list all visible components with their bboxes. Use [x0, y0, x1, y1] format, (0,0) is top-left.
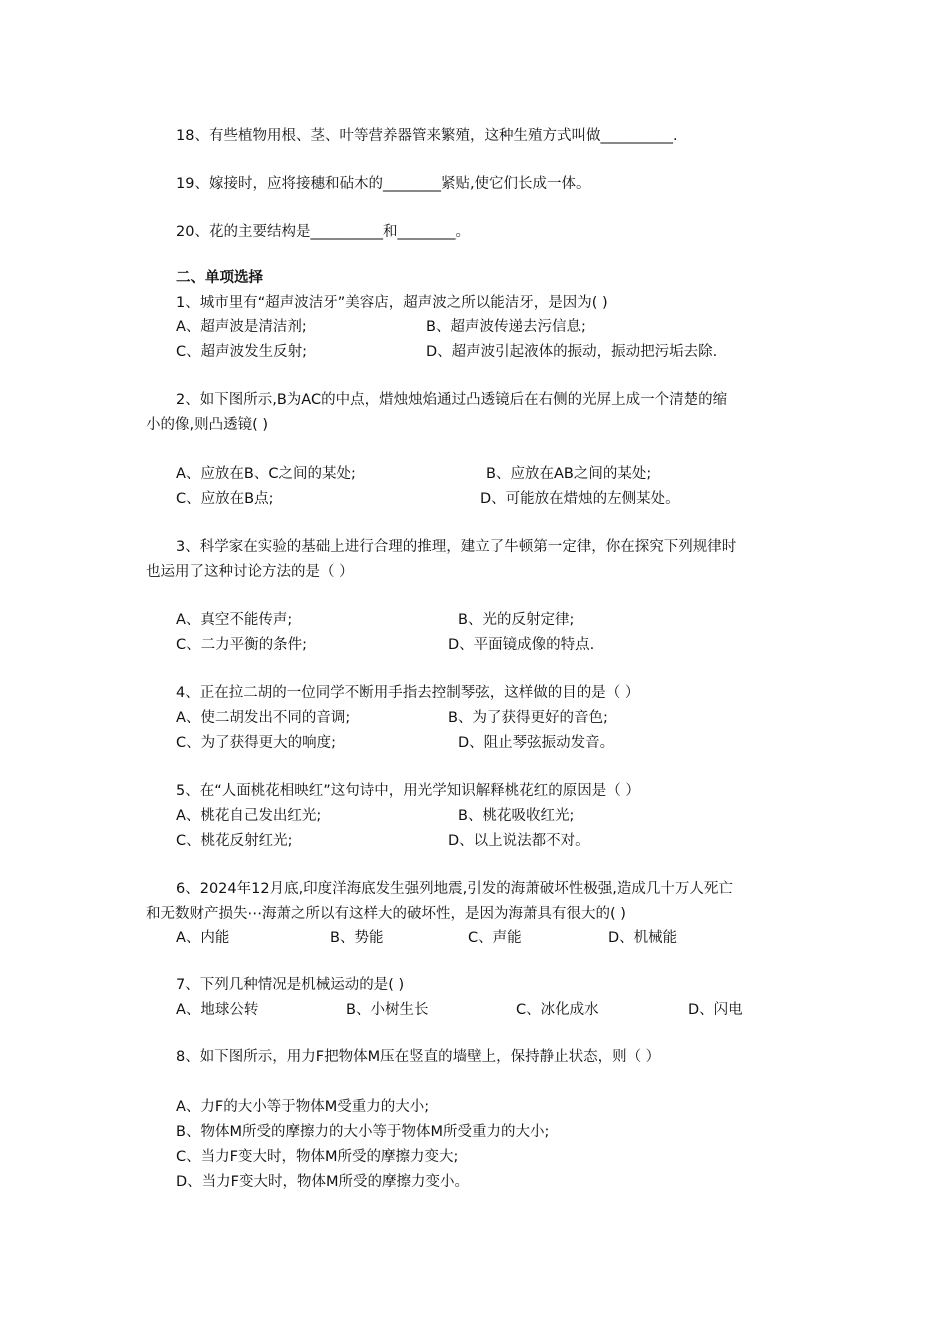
question-1-option-c: C、超声波发生反射; [176, 344, 308, 360]
question-1-option-d: D、超声波引起液体的振动，振动把污垢去除. [426, 344, 718, 360]
question-3-stem-line-1: 3、科学家在实验的基础上进行合理的推理，建立了牛顿第一定律，你在探究下列规律时 [176, 539, 737, 555]
question-5-option-d: D、以上说法都不对。 [448, 833, 590, 849]
question-6-stem-line-2: 和无数财产损失⋯海萧之所以有这样大的破坏性，是因为海萧具有很大的( ) [146, 906, 626, 922]
question-8-option-a: A、力F的大小等于物体M受重力的大小; [176, 1099, 430, 1115]
question-2-stem-line-2: 小的像,则凸透镜( ) [146, 417, 269, 433]
question-8-stem: 8、如下图所示，用力F把物体M压在竖直的墙壁上，保持静止状态，则（ ） [176, 1049, 661, 1065]
question-6-option-b: B、势能 [330, 930, 384, 946]
question-8-option-b: B、物体M所受的摩擦力的大小等于物体M所受重力的大小; [176, 1124, 550, 1140]
question-4-stem: 4、正在拉二胡的一位同学不断用手指去控制琴弦，这样做的目的是（ ） [176, 685, 640, 701]
question-5-option-b: B、桃花吸收红光; [458, 808, 575, 824]
question-8-option-d: D、当力F变大时，物体M所受的摩擦力变小。 [176, 1174, 470, 1190]
question-5-option-a: A、桃花自己发出红光; [176, 808, 322, 824]
question-3-option-a: A、真空不能传声; [176, 612, 293, 628]
question-7-option-b: B、小树生长 [346, 1002, 429, 1018]
question-4-option-c: C、为了获得更大的响度; [176, 735, 337, 751]
question-4-option-a: A、使二胡发出不同的音调; [176, 710, 351, 726]
question-8-option-c: C、当力F变大时，物体M所受的摩擦力变大; [176, 1149, 459, 1165]
question-4-option-d: D、阻止琴弦振动发音。 [458, 735, 615, 751]
question-1-stem: 1、城市里有“超声波洁牙”美容店，超声波之所以能洁牙，是因为( ) [176, 295, 608, 311]
question-2-option-b: B、应放在AB之间的某处; [486, 466, 652, 482]
question-6-option-a: A、内能 [176, 930, 230, 946]
question-3-option-d: D、平面镜成像的特点. [448, 637, 595, 653]
question-3-option-b: B、光的反射定律; [458, 612, 575, 628]
question-19: 19、嫁接时，应将接穗和砧木的________紧贴,使它们长成一体。 [176, 176, 591, 192]
question-7-option-c: C、冰化成水 [516, 1002, 599, 1018]
question-2-option-d: D、可能放在焟烛的左侧某处。 [480, 491, 680, 507]
question-4-option-b: B、为了获得更好的音色; [448, 710, 608, 726]
question-7-stem: 7、下列几种情况是机械运动的是( ) [176, 977, 405, 993]
question-2-option-c: C、应放在B点; [176, 491, 274, 507]
question-1-option-b: B、超声波传递去污信息; [426, 319, 586, 335]
section-heading: 二、单项选择 [176, 270, 263, 286]
question-3-option-c: C、二力平衡的条件; [176, 637, 308, 653]
question-5-option-c: C、桃花反射红光; [176, 833, 293, 849]
question-5-stem: 5、在“人面桃花相映红”这句诗中，用光学知识解释桃花红的原因是（ ） [176, 783, 640, 799]
question-3-stem-line-2: 也运用了这种讨论方法的是（ ） [146, 564, 354, 580]
question-6-option-c: C、声能 [468, 930, 522, 946]
question-6-option-d: D、机械能 [608, 930, 678, 946]
question-18: 18、有些植物用根、茎、叶等营养器管来繁殖，这种生殖方式叫做__________. [176, 128, 678, 144]
question-1-option-a: A、超声波是清洁剂; [176, 319, 307, 335]
question-6-stem-line-1: 6、2024年12月底,印度洋海底发生强列地震,引发的海萧破坏性极强,造成几十万人死亡 [176, 881, 733, 897]
question-2-option-a: A、应放在B、C之间的某处; [176, 466, 356, 482]
question-7-option-a: A、地球公转 [176, 1002, 259, 1018]
question-2-stem-line-1: 2、如下图所示,B为AC的中点，焟烛烛焰通过凸透镜后在右侧的光屏上成一个清楚的缩 [176, 392, 728, 408]
question-7-option-d: D、闪电 [688, 1002, 743, 1018]
question-20: 20、花的主要结构是__________和________。 [176, 224, 470, 240]
